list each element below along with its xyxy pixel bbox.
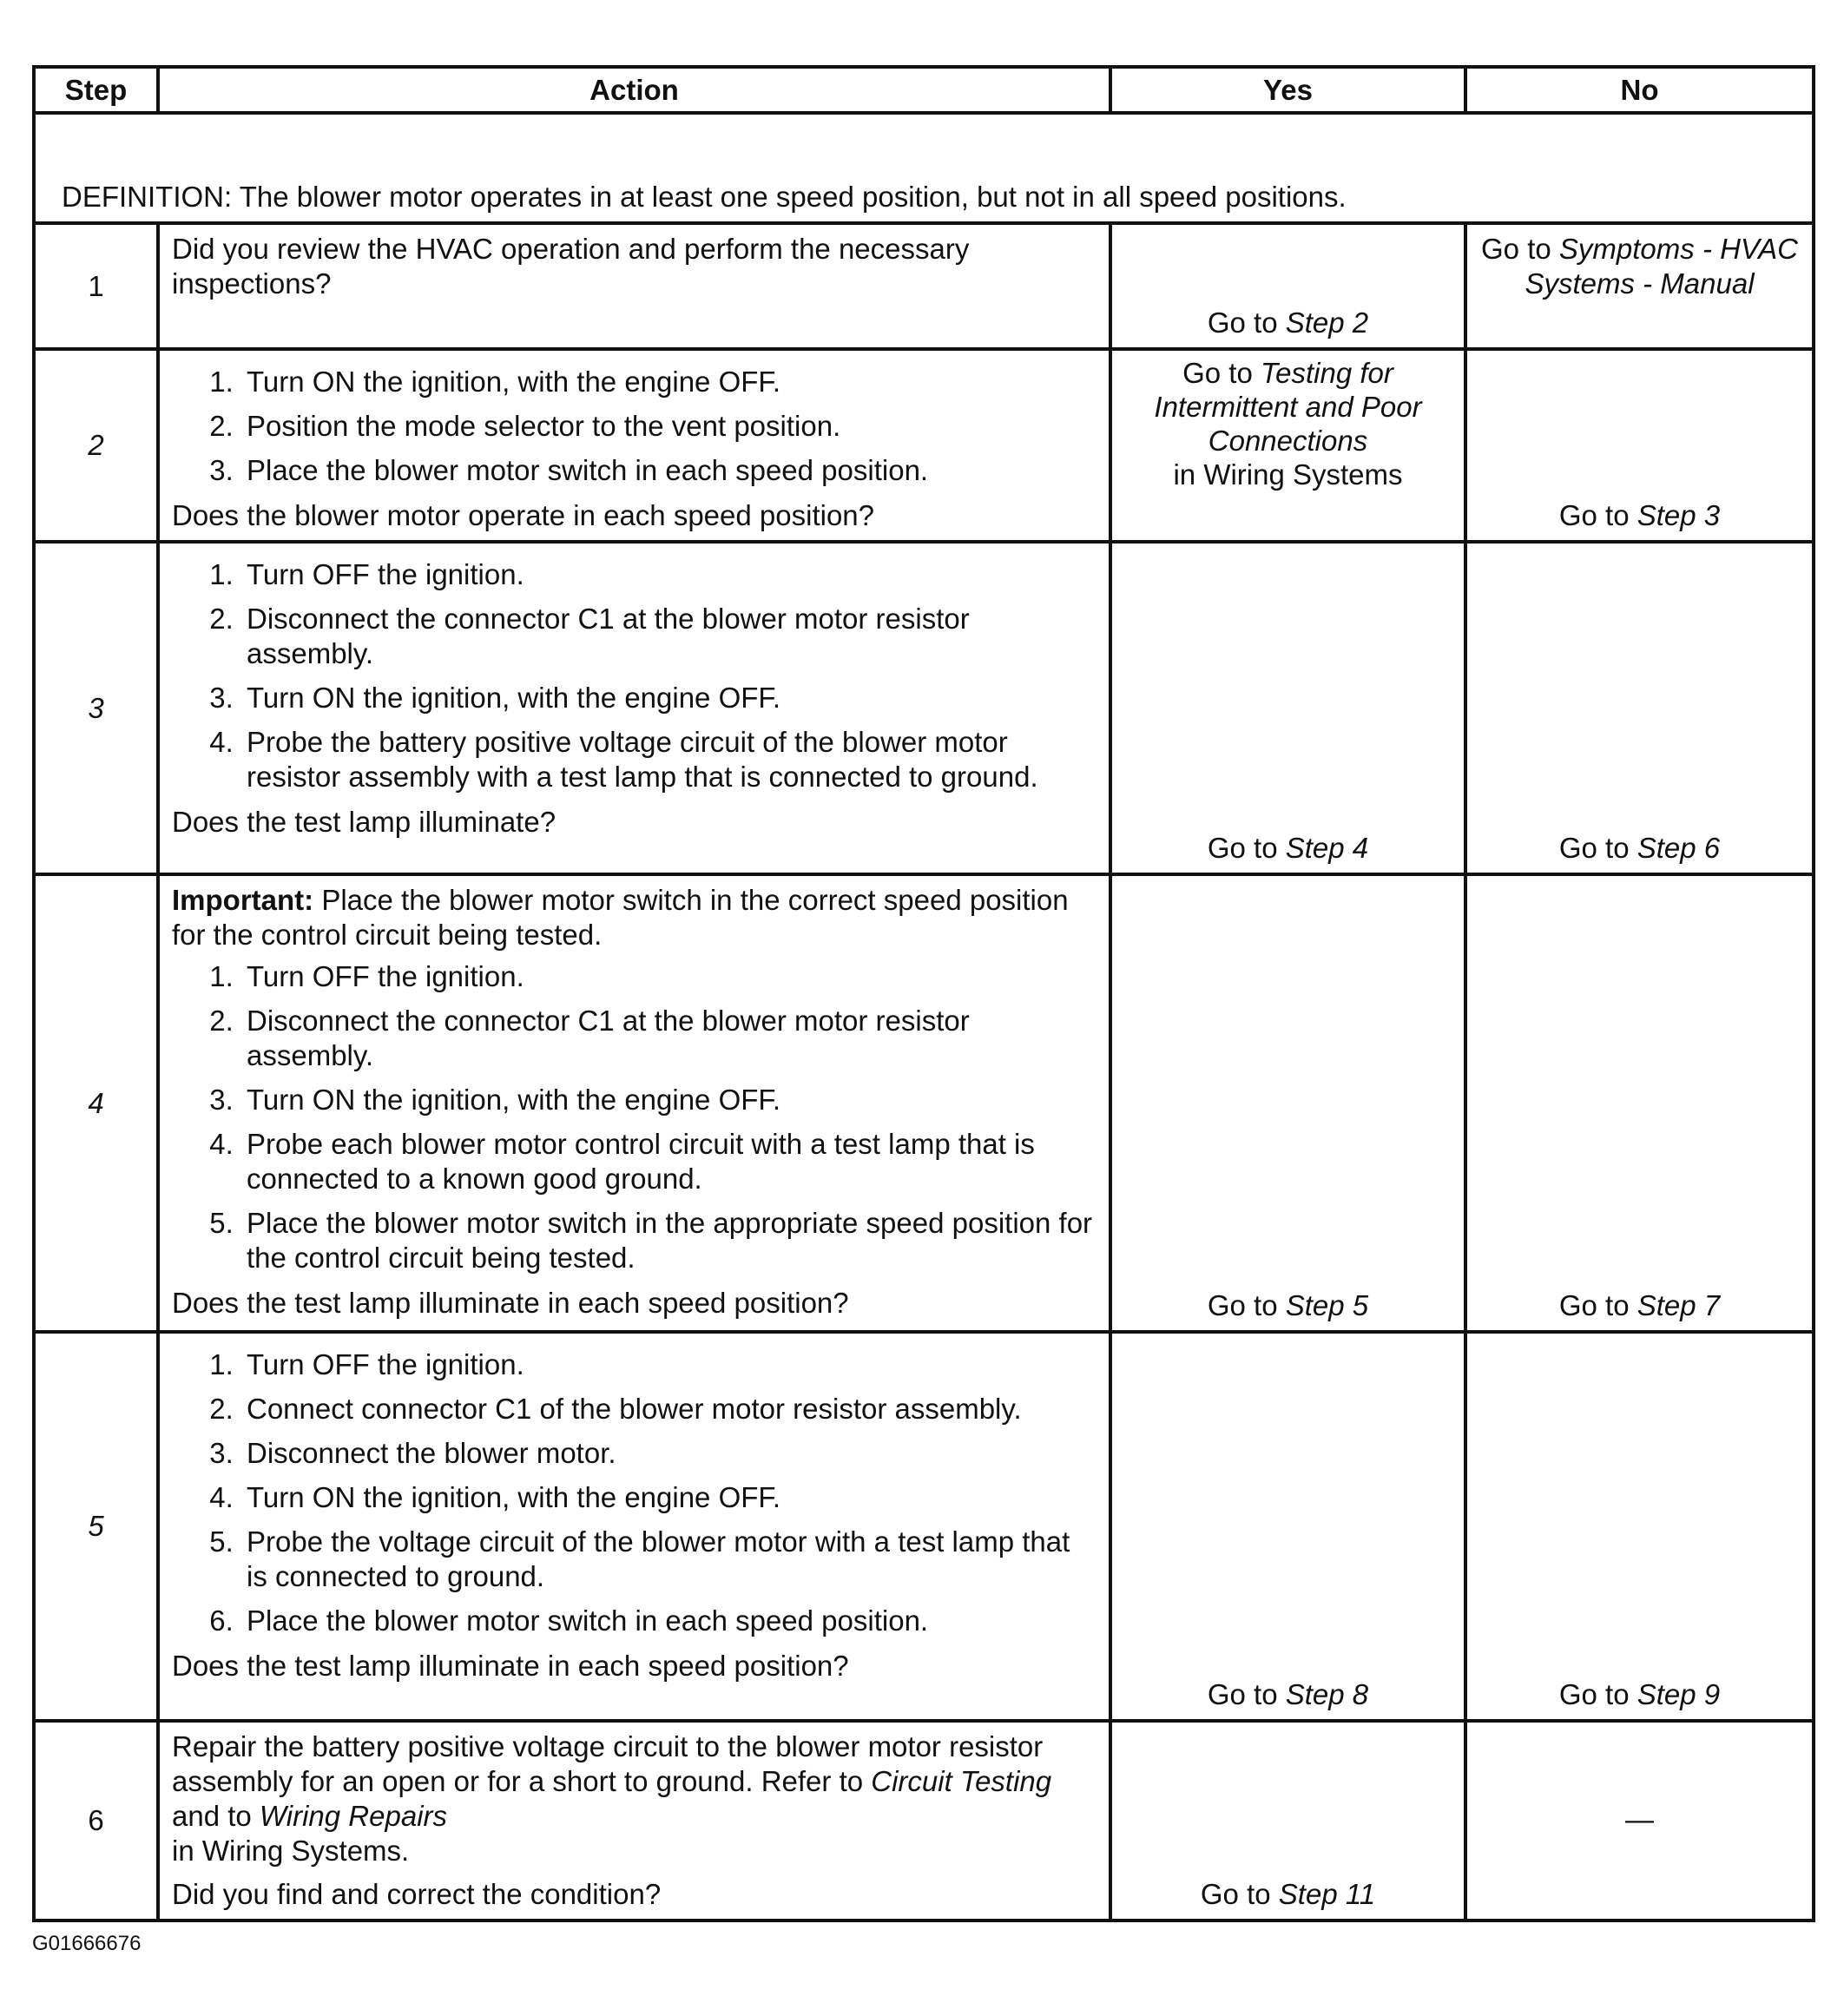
step-number: 2 [34,349,158,542]
step-number: 6 [34,1721,158,1920]
definition-text: DEFINITION: The blower motor operates in at least one speed position, but not in all speed positions. [34,113,1814,223]
no-cell [1465,349,1814,542]
list-item: 4. Probe the battery positive voltage circuit of the blower motor resistor assembly with a test lamp that is connected to ground. [241,725,1098,794]
list-item: 3. Turn ON the ignition, with the engine OFF. [241,681,1098,715]
list-item: 2. Connect connector C1 of the blower motor resistor assembly. [241,1392,1098,1426]
no-link[interactable]: Step 9 [1637,1678,1721,1710]
important-label: Important: [172,884,314,916]
step-number: 3 [34,542,158,874]
yes-cell [1110,874,1465,1332]
yes-link[interactable]: Step 11 [1278,1878,1376,1910]
no-link[interactable]: Step 7 [1637,1289,1721,1321]
action-question: Does the test lamp illuminate in each speed position? [172,1287,849,1319]
action-cell [158,542,1110,874]
no-prefix: Go to [1481,233,1559,265]
list-item: 4. Probe each blower motor control circuit with a test lamp that is connected to a known good ground. [241,1127,1098,1196]
header-no: No [1465,67,1814,113]
step-list [172,557,1098,794]
header-action: Action [158,67,1110,113]
table-row [34,223,1814,349]
figure-id: G01666676 [32,1932,142,1955]
yes-link[interactable]: Step 2 [1285,306,1369,339]
yes-cell [1110,349,1465,542]
yes-prefix: Go to [1207,1678,1286,1710]
step-number: 1 [34,223,158,349]
no-cell [1465,542,1814,874]
definition-row [34,113,1814,223]
no-prefix: Go to [1558,1678,1637,1710]
action-question: Does the test lamp illuminate? [172,806,556,838]
step-number: 5 [34,1332,158,1721]
yes-link[interactable]: Step 8 [1285,1678,1369,1710]
action-text: Repair the battery positive voltage circuit to the blower motor resistor assembly for an open or for a short to ground. Refer to [172,1730,1044,1797]
list-item: 3. Disconnect the blower motor. [241,1436,1098,1471]
list-item: 2. Disconnect the connector C1 at the blower motor resistor assembly. [241,602,1098,671]
table-row [34,349,1814,542]
step-list [172,959,1098,1275]
list-item: 6. Place the blower motor switch in each speed position. [241,1604,1098,1638]
list-item: 2. Disconnect the connector C1 at the blower motor resistor assembly. [241,1004,1098,1073]
table-row [34,874,1814,1332]
no-cell [1465,1721,1814,1920]
list-item: 1. Turn OFF the ignition. [241,959,1098,994]
header-row [34,67,1814,113]
diagnostic-table [32,65,1815,1922]
no-dash: — [1625,1803,1654,1835]
no-link[interactable]: Step 3 [1637,499,1721,531]
no-cell [1465,1332,1814,1721]
action-text: in Wiring Systems. [172,1835,410,1867]
yes-link[interactable]: Step 5 [1285,1289,1369,1321]
wiring-repairs-link[interactable]: Wiring Repairs [259,1800,448,1832]
yes-cell [1110,1721,1465,1920]
action-cell [158,874,1110,1332]
yes-link[interactable]: Step 4 [1285,832,1369,864]
header-yes: Yes [1110,67,1465,113]
action-cell [158,223,1110,349]
no-prefix: Go to [1558,1289,1637,1321]
list-item: 1. Turn ON the ignition, with the engine OFF. [241,365,1098,399]
action-question: Did you find and correct the condition? [172,1878,662,1910]
list-item: 4. Turn ON the ignition, with the engine OFF. [241,1480,1098,1515]
circuit-testing-link[interactable]: Circuit Testing [871,1765,1052,1797]
yes-cell [1110,223,1465,349]
important-text: Place the blower motor switch in the correct speed position for the control circuit being tested. [172,884,1069,951]
list-item: 5. Place the blower motor switch in the appropriate speed position for the control circuit being tested. [241,1206,1098,1275]
table-row [34,1721,1814,1920]
step-number: 4 [34,874,158,1332]
no-link[interactable]: Step 6 [1637,832,1721,864]
list-item: 3. Place the blower motor switch in each speed position. [241,453,1098,488]
no-cell [1465,223,1814,349]
list-item: 3. Turn ON the ignition, with the engine OFF. [241,1083,1098,1117]
list-item: 5. Probe the voltage circuit of the blower motor with a test lamp that is connected to ground. [241,1525,1098,1594]
header-step: Step [34,67,158,113]
step-list [172,365,1098,488]
list-item: 1. Turn OFF the ignition. [241,557,1098,592]
yes-cell [1110,542,1465,874]
no-link[interactable]: Symptoms - HVAC Systems - Manual [1525,233,1798,300]
yes-prefix: Go to [1207,832,1286,864]
step-list [172,1347,1098,1638]
action-question: Does the blower motor operate in each speed position? [172,499,874,531]
yes-prefix: Go to [1207,306,1286,339]
action-cell [158,1721,1110,1920]
action-cell [158,349,1110,542]
no-prefix: Go to [1558,832,1637,864]
no-cell [1465,874,1814,1332]
action-question: Did you review the HVAC operation and perform the necessary inspections? [172,233,970,300]
action-question: Does the test lamp illuminate in each speed position? [172,1650,849,1682]
no-prefix: Go to [1558,499,1637,531]
list-item: 1. Turn OFF the ignition. [241,1347,1098,1382]
table-row [34,1332,1814,1721]
list-item: 2. Position the mode selector to the vent position. [241,409,1098,444]
yes-cell [1110,1332,1465,1721]
yes-suffix: in Wiring Systems [1173,458,1403,491]
action-text: and to [172,1800,260,1832]
yes-prefix: Go to [1200,1878,1279,1910]
action-cell [158,1332,1110,1721]
table-row [34,542,1814,874]
yes-prefix: Go to [1182,357,1261,389]
yes-prefix: Go to [1207,1289,1286,1321]
yes-link[interactable]: Testing for Intermittent and Poor Connections [1154,357,1422,457]
